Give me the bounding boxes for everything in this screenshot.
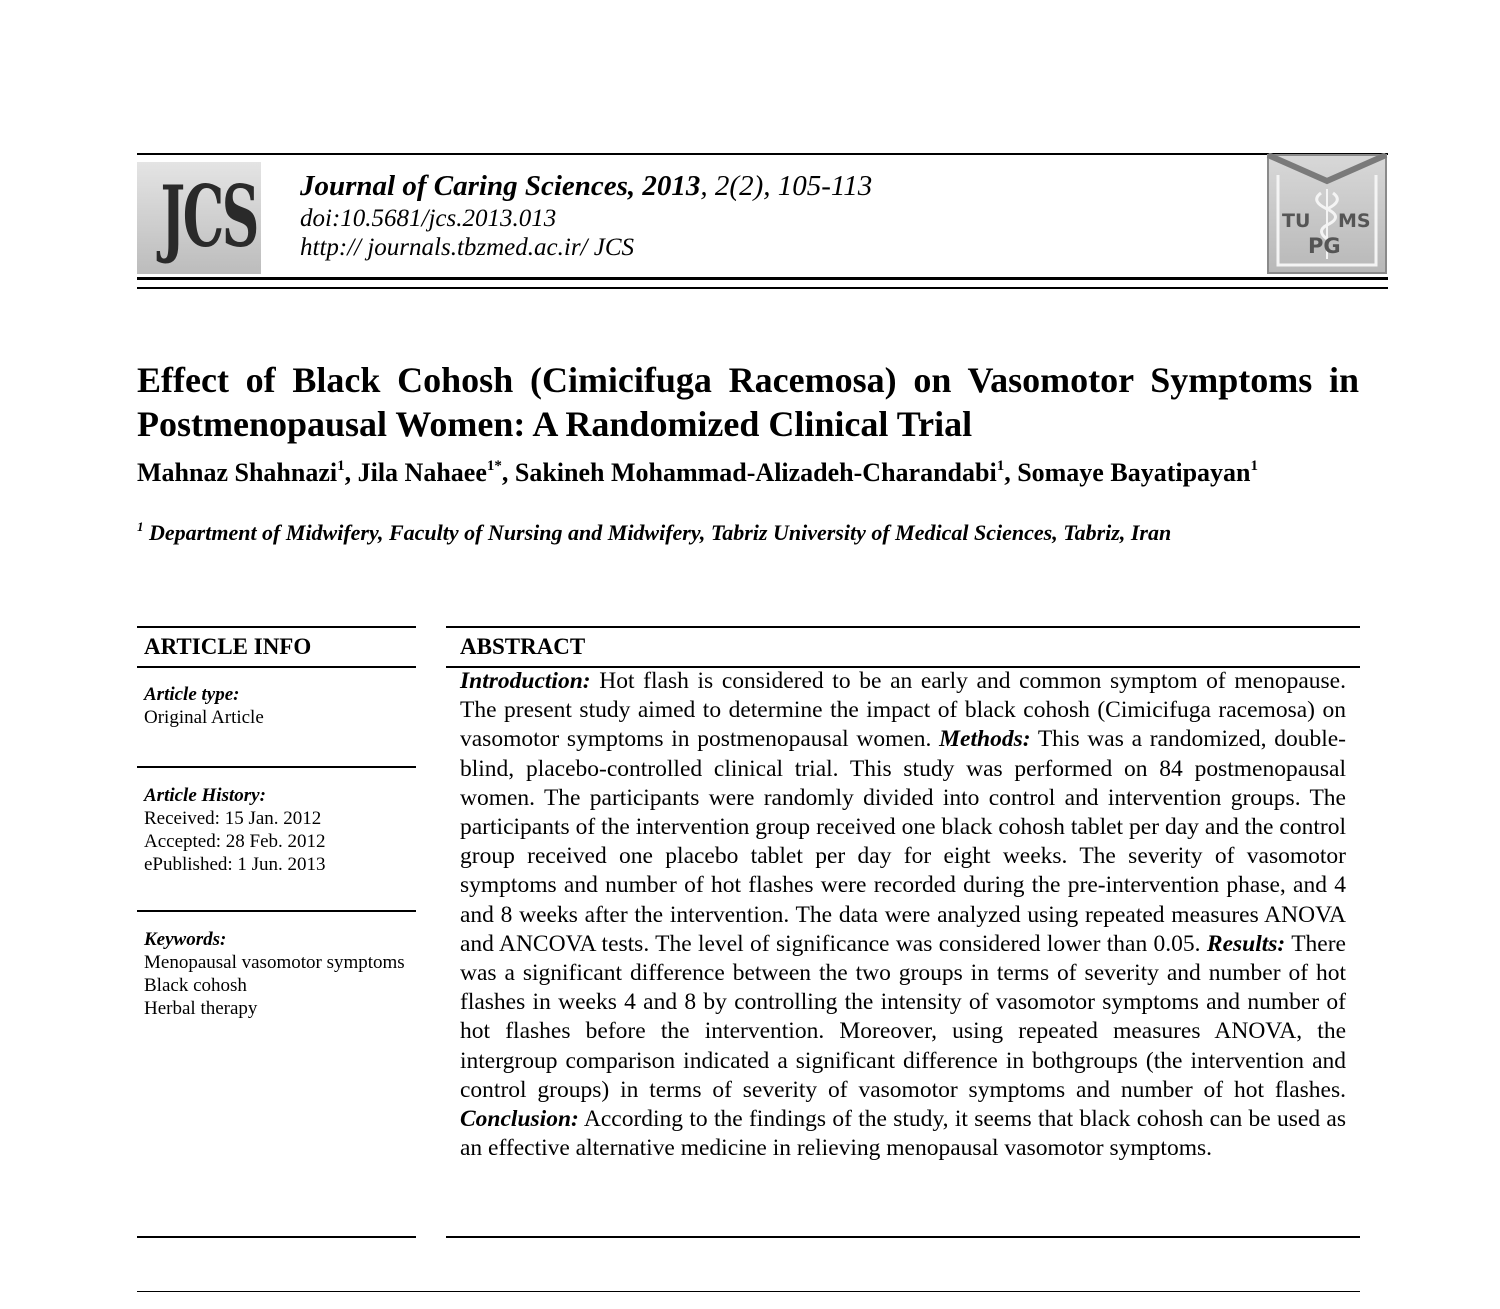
author-sup: 1* [486,458,502,474]
results-label: Results: [1206,930,1286,957]
author-list: Mahnaz Shahnazi$^1$, Jila Nahaee$^{1*}$, Sakineh Mohammad-Alizadeh-Charandabi$^1$, Somaye Bayatipayan$^1$ [137,458,1258,487]
results-text: There was a significant difference between the two groups in terms of severity and number of hot flashes in weeks 4 and 8 by controlling the intensity of vasomotor symptoms and number of hot flashes before the intervention. Moreover, using repeated measures ANOVA, the intergroup comparison indicated a significant difference in bothgroups (the intervention and control groups) in terms of severity of vasomotor symptoms and number of hot flashes. [460,930,1346,1103]
journal-citation [300,170,872,203]
article-history-label: Article History: [144,785,266,806]
introduction-label: Introduction: [460,668,591,694]
abstract-top-rule [446,626,1360,628]
affiliation-text: Department of Midwifery, Faculty of Nursing and Midwifery, Tabriz University of Medical Sciences, Tabriz, Iran [149,520,1172,545]
article-type-label: Article type: [144,684,240,705]
author-sup: 1 [1250,458,1258,474]
info-bottom-rule [137,1236,416,1238]
keywords-label: Keywords: [144,929,227,950]
methods-label: Methods: [939,726,1031,753]
introduction-text: Hot flash is considered to be an early and common symptom of menopause. The present study aimed to determine the impact of black cohosh (Cimicifuga racemosa) on vasomotor symptoms in postmenopausal women. [460,668,1346,753]
abstract-bottom-rule [446,1236,1360,1238]
article-type-value: Original Article [144,707,264,728]
methods-text: This was a randomized, double-blind, placebo-controlled clinical trial. This study was performed on 84 postmenopausal women. The participants were randomly divided into control and intervention groups. The participants of the intervention group received one black cohosh tablet per day and the control group received one placebo tablet per day for eight weeks. The severity of vasomotor symptoms and number of hot flashes were recorded during the pre-intervention phase, and 4 and 8 weeks after the intervention. The data were analyzed using repeated measures ANOVA and ANCOVA tests. The level of significance was considered lower than 0.05. [460,726,1347,957]
affiliation [137,520,1367,546]
info-top-rule [137,626,416,628]
author-sup: 1 [996,458,1005,474]
header-bottom-rule-thin [137,287,1388,289]
author-name: Sakineh Mohammad-Alizadeh-Charandabi [514,458,997,487]
accepted-date: Accepted: 28 Feb. 2012 [144,831,326,852]
publisher-logo-text-bottom: PG [1308,234,1341,258]
journal-logo-text: JCS [160,167,257,266]
journal-doi[interactable]: doi:10.5681/jcs.2013.013 [300,205,557,232]
keyword-item: Black cohosh [144,975,247,996]
journal-url[interactable]: http:// journals.tbzmed.ac.ir/ JCS [300,234,635,261]
journal-logo [137,162,261,274]
publisher-logo-text-top2: MS [1338,210,1371,232]
header-top-rule [137,153,1388,155]
article-info-heading: ARTICLE INFO [144,634,312,659]
author-name: Jila Nahaee [357,458,487,487]
publisher-logo [1266,153,1388,275]
journal-volume: , 2(2), 105-113 [700,170,873,202]
abstract-heading: ABSTRACT [460,634,586,659]
received-date: Received: 15 Jan. 2012 [144,808,322,829]
page-bottom-rule [137,1291,1360,1292]
publisher-logo-text-top: TU [1282,210,1311,232]
journal-name: Journal of Caring Sciences, 2013 [300,170,701,202]
conclusion-text: According to the findings of the study, it seems that black cohosh can be used as an effective alternative medicine in relieving menopausal vasomotor symptoms. [460,1106,1346,1162]
abstract-body [460,667,1346,1163]
epublished-date: ePublished: 1 Jun. 2013 [144,854,326,875]
header-bottom-rule [137,277,1388,280]
info-divider [137,910,416,912]
author-name: Somaye Bayatipayan [1017,458,1251,487]
keyword-item: Herbal therapy [144,998,258,1019]
affiliation-sup: 1 [137,519,144,534]
author-sup: 1 [337,458,345,474]
keyword-item: Menopausal vasomotor symptoms [144,952,405,973]
article-title: Effect of Black Cohosh (Cimicifuga Racemosa) on Vasomotor Symptoms in Postmenopausal Women: A Randomized Clinical Trial [137,360,1359,444]
info-heading-rule [137,666,416,668]
author-name: Mahnaz Shahnazi [137,458,338,487]
conclusion-label: Conclusion: [460,1106,579,1133]
info-divider [137,766,416,768]
